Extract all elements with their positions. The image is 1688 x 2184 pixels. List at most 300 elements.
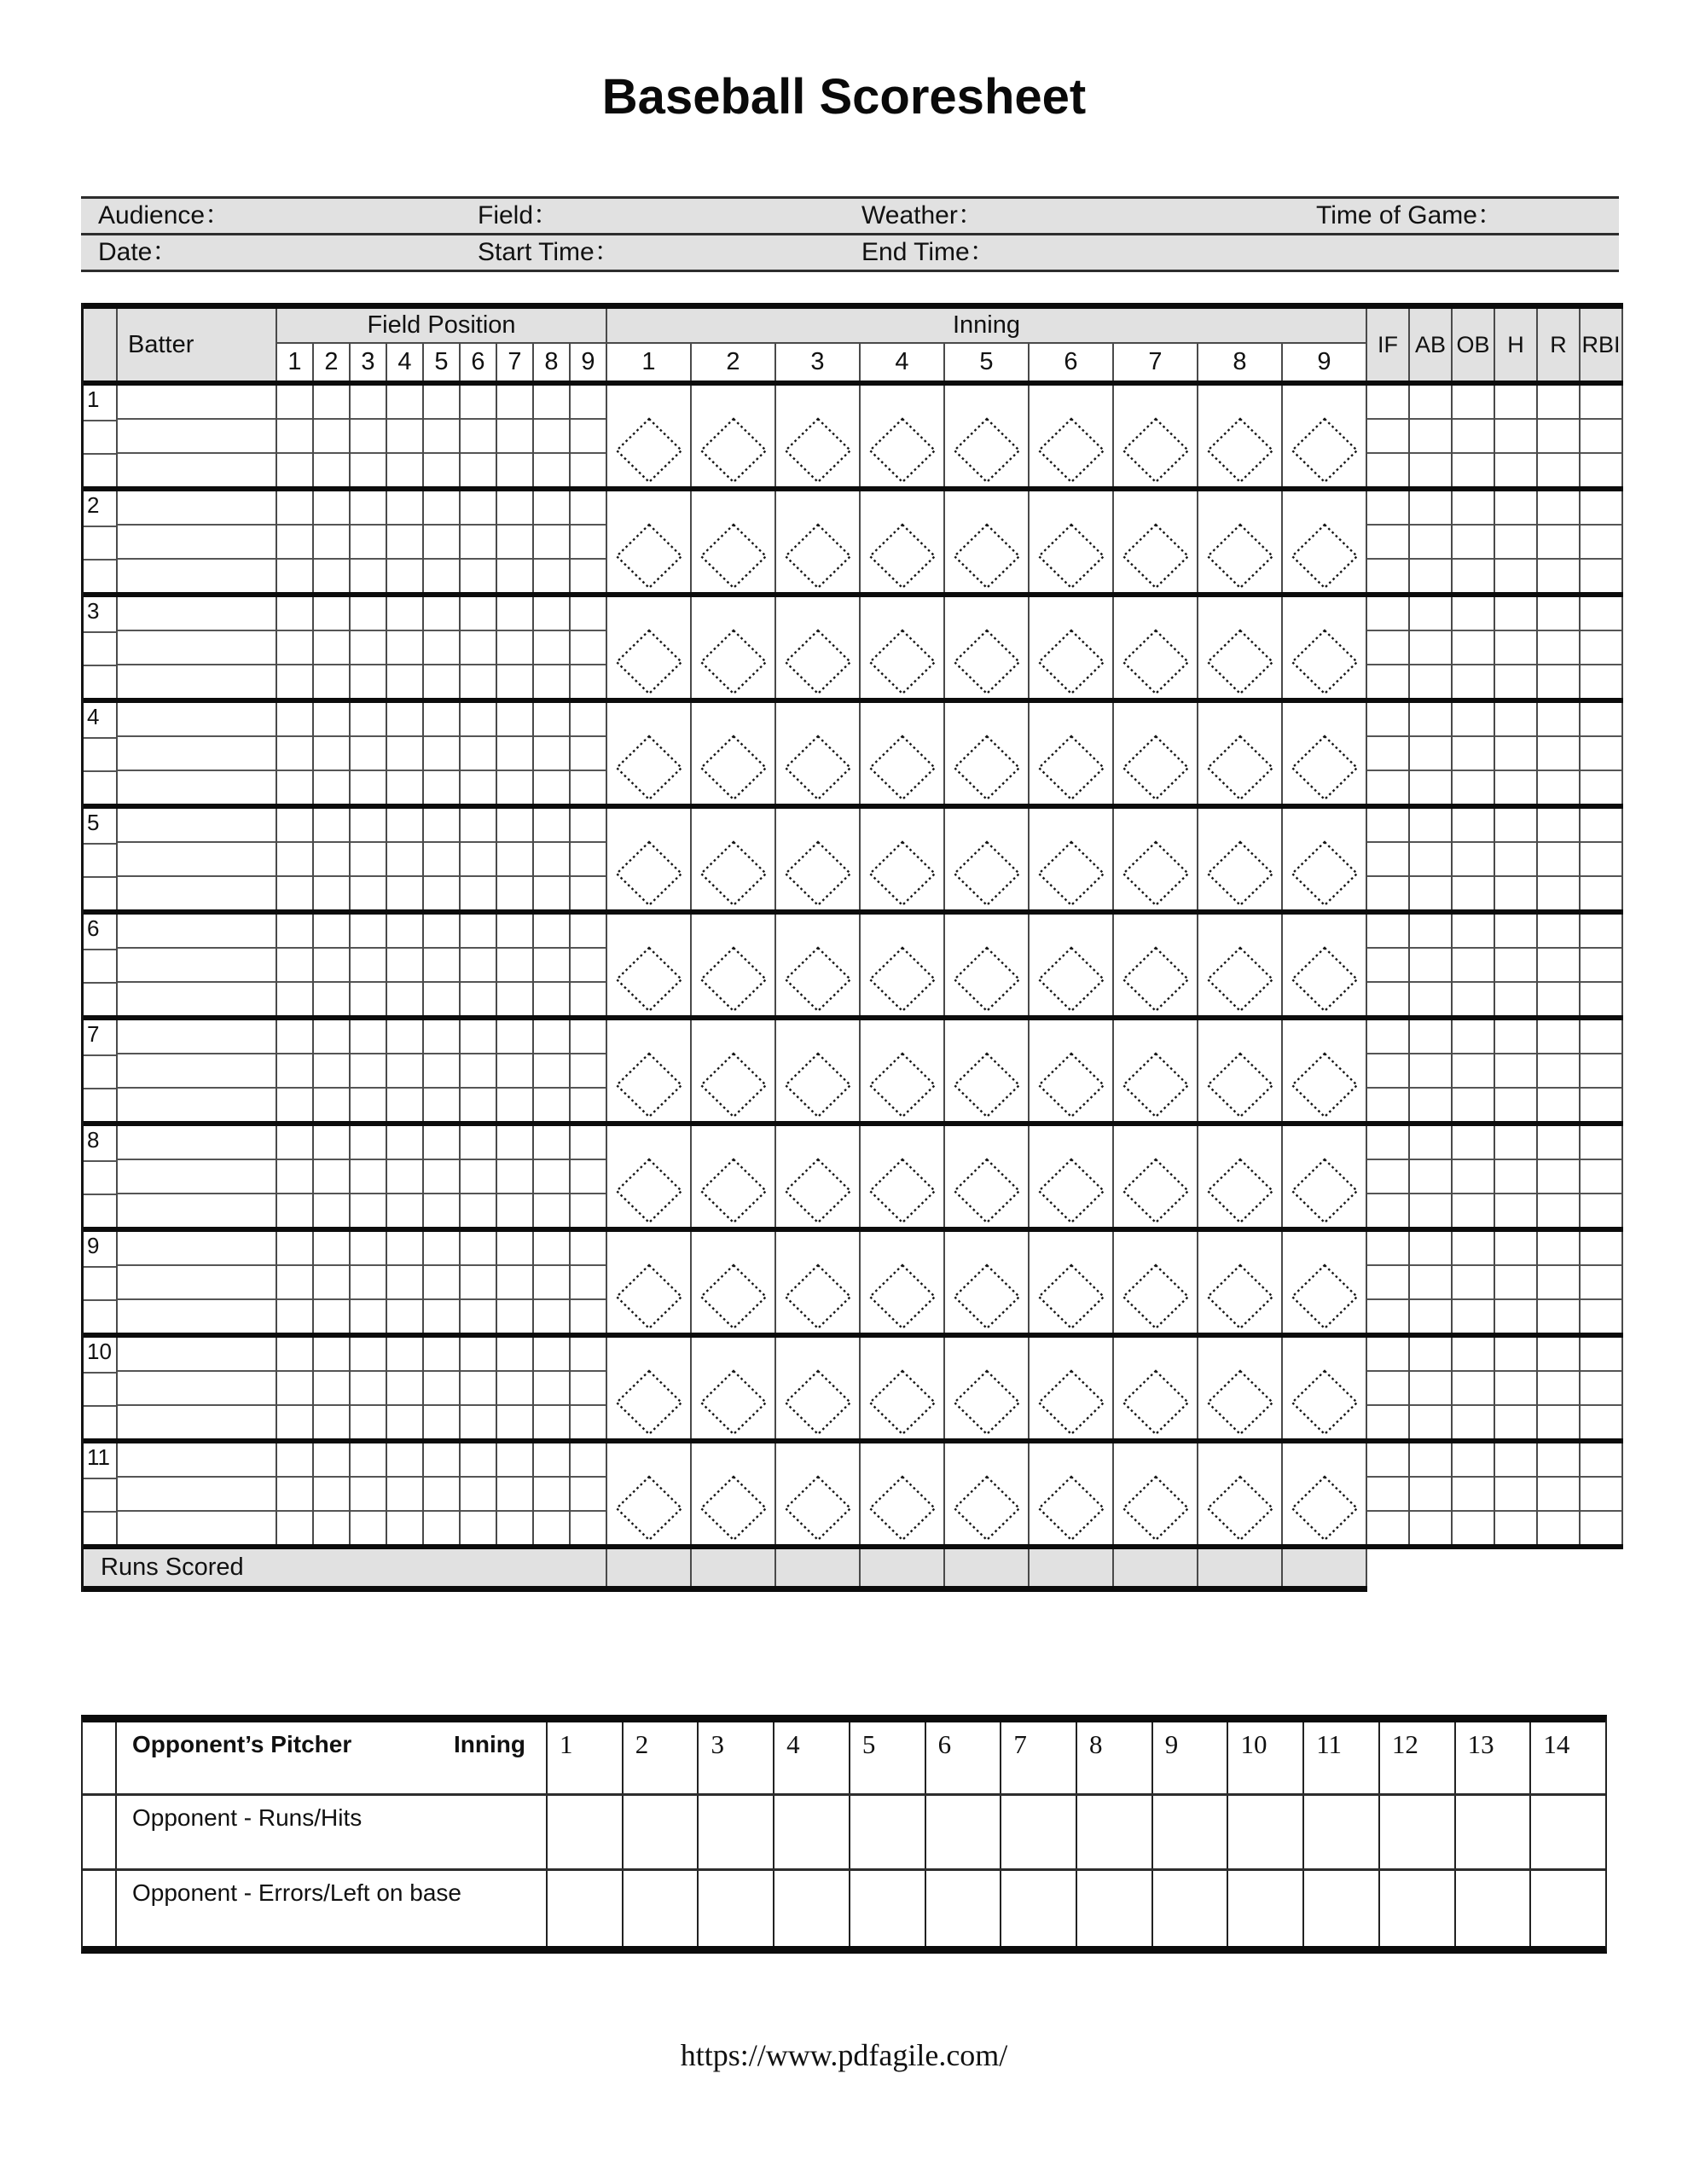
batter-11-h-cell[interactable] (1495, 1443, 1538, 1544)
batter-10-name-cell-line-1[interactable] (118, 1338, 276, 1370)
batter-9-field-position-2-cell-line-2[interactable] (314, 1264, 349, 1298)
batter-5-field-position-6-cell-line-3[interactable] (461, 875, 496, 909)
batter-2-field-position-2-cell-line-2[interactable] (314, 524, 349, 558)
batter-11-inning-8-cell[interactable] (1198, 1443, 1283, 1544)
batter-9-field-position-3-cell-line-1[interactable] (351, 1232, 386, 1264)
batter-7-h-cell[interactable] (1495, 1020, 1538, 1121)
batter-3-field-position-3-cell-line-2[interactable] (351, 630, 386, 664)
batter-8-field-position-8-cell-line-3[interactable] (534, 1193, 569, 1227)
batter-4-name-cell-line-1[interactable] (118, 703, 276, 735)
batter-6-field-position-5-cell-line-2[interactable] (424, 947, 459, 981)
batter-7-field-position-6-cell-line-1[interactable] (461, 1020, 496, 1053)
batter-9-field-position-5-cell-line-2[interactable] (424, 1264, 459, 1298)
batter-1-ob-cell-line-2[interactable] (1453, 418, 1494, 452)
batter-6-ob-cell-line-1[interactable] (1453, 915, 1494, 947)
batter-11-name-cell-line-3[interactable] (118, 1510, 276, 1544)
batter-6-h-cell-line-1[interactable] (1495, 915, 1536, 947)
batter-9-inning-4-cell[interactable] (861, 1232, 945, 1333)
batter-7-field-position-6-cell-line-3[interactable] (461, 1087, 496, 1121)
batter-2-field-position-7-cell[interactable] (497, 491, 534, 592)
batter-2-ob-cell-line-1[interactable] (1453, 491, 1494, 524)
batter-9-field-position-9-cell[interactable] (571, 1232, 607, 1333)
batter-3-if-cell-line-3[interactable] (1367, 664, 1408, 698)
batter-9-inning-7-cell[interactable] (1114, 1232, 1198, 1333)
batter-1-h-cell-line-3[interactable] (1495, 452, 1536, 486)
batter-4-rbi-cell-line-3[interactable] (1581, 770, 1621, 804)
batter-5-field-position-9-cell[interactable] (571, 809, 607, 909)
batter-4-inning-2-cell[interactable] (692, 703, 776, 804)
batter-5-field-position-4-cell-line-2[interactable] (387, 841, 422, 875)
batter-5-field-position-1-cell-line-1[interactable] (277, 809, 312, 841)
batter-6-r-cell[interactable] (1538, 915, 1581, 1015)
batter-10-field-position-5-cell[interactable] (424, 1338, 461, 1438)
batter-1-if-cell-line-1[interactable] (1367, 386, 1408, 418)
batter-2-r-cell[interactable] (1538, 491, 1581, 592)
batter-7-rbi-cell-line-1[interactable] (1581, 1020, 1621, 1053)
opponent-row-2-inning-8-cell[interactable] (1077, 1871, 1153, 1946)
batter-1-field-position-8-cell-line-2[interactable] (534, 418, 569, 452)
batter-1-inning-7-cell[interactable] (1114, 386, 1198, 486)
batter-2-inning-5-cell[interactable] (945, 491, 1030, 592)
batter-2-field-position-3-cell-line-1[interactable] (351, 491, 386, 524)
batter-3-inning-8-cell[interactable] (1198, 597, 1283, 698)
batter-7-if-cell-line-1[interactable] (1367, 1020, 1408, 1053)
batter-6-inning-1-cell[interactable] (607, 915, 692, 1015)
batter-4-field-position-6-cell[interactable] (461, 703, 497, 804)
batter-6-inning-6-cell[interactable] (1030, 915, 1114, 1015)
batter-7-field-position-4-cell-line-2[interactable] (387, 1053, 422, 1087)
batter-1-field-position-5-cell-line-1[interactable] (424, 386, 459, 418)
batter-7-ob-cell-line-2[interactable] (1453, 1053, 1494, 1087)
batter-6-field-position-4-cell-line-3[interactable] (387, 981, 422, 1015)
batter-8-inning-4-cell[interactable] (861, 1126, 945, 1227)
batter-8-field-position-4-cell[interactable] (387, 1126, 424, 1227)
batter-11-r-cell-line-3[interactable] (1538, 1510, 1579, 1544)
batter-7-field-position-7-cell-line-1[interactable] (497, 1020, 532, 1053)
batter-8-ab-cell[interactable] (1410, 1126, 1453, 1227)
batter-5-field-position-4-cell-line-1[interactable] (387, 809, 422, 841)
batter-8-if-cell-line-3[interactable] (1367, 1193, 1408, 1227)
batter-4-h-cell-line-1[interactable] (1495, 703, 1536, 735)
batter-5-field-position-7-cell[interactable] (497, 809, 534, 909)
batter-4-field-position-9-cell[interactable] (571, 703, 607, 804)
batter-4-inning-9-cell[interactable] (1283, 703, 1367, 804)
batter-7-inning-2-cell[interactable] (692, 1020, 776, 1121)
batter-7-field-position-5-cell-line-3[interactable] (424, 1087, 459, 1121)
batter-7-inning-9-cell[interactable] (1283, 1020, 1367, 1121)
batter-5-field-position-6-cell-line-2[interactable] (461, 841, 496, 875)
batter-11-field-position-7-cell-line-1[interactable] (497, 1443, 532, 1476)
batter-5-field-position-9-cell-line-2[interactable] (571, 841, 606, 875)
opponent-row-1-inning-10-cell[interactable] (1228, 1796, 1304, 1868)
batter-9-field-position-3-cell[interactable] (351, 1232, 387, 1333)
batter-7-ab-cell-line-3[interactable] (1410, 1087, 1451, 1121)
batter-10-field-position-6-cell-line-3[interactable] (461, 1404, 496, 1438)
batter-5-inning-5-cell[interactable] (945, 809, 1030, 909)
batter-6-field-position-9-cell-line-2[interactable] (571, 947, 606, 981)
runs-scored-inning-3-cell[interactable] (776, 1549, 861, 1586)
batter-4-inning-5-cell[interactable] (945, 703, 1030, 804)
opponent-row-1-inning-14-cell[interactable] (1531, 1796, 1605, 1868)
batter-4-field-position-3-cell-line-1[interactable] (351, 703, 386, 735)
batter-7-field-position-6-cell-line-2[interactable] (461, 1053, 496, 1087)
batter-2-name-cell-line-2[interactable] (118, 524, 276, 558)
batter-3-inning-2-cell[interactable] (692, 597, 776, 698)
batter-5-h-cell[interactable] (1495, 809, 1538, 909)
batter-2-field-position-4-cell[interactable] (387, 491, 424, 592)
opponent-row-2-inning-2-cell[interactable] (624, 1871, 699, 1946)
batter-6-name-cell-line-1[interactable] (118, 915, 276, 947)
batter-2-inning-8-cell[interactable] (1198, 491, 1283, 592)
batter-2-r-cell-line-2[interactable] (1538, 524, 1579, 558)
batter-8-field-position-3-cell-line-3[interactable] (351, 1193, 386, 1227)
batter-8-inning-3-cell[interactable] (776, 1126, 861, 1227)
batter-9-field-position-5-cell[interactable] (424, 1232, 461, 1333)
batter-4-field-position-8-cell[interactable] (534, 703, 571, 804)
batter-5-field-position-2-cell-line-1[interactable] (314, 809, 349, 841)
batter-1-field-position-4-cell-line-2[interactable] (387, 418, 422, 452)
batter-9-inning-5-cell[interactable] (945, 1232, 1030, 1333)
batter-10-field-position-7-cell-line-1[interactable] (497, 1338, 532, 1370)
batter-2-if-cell-line-3[interactable] (1367, 558, 1408, 592)
batter-2-if-cell-line-2[interactable] (1367, 524, 1408, 558)
batter-6-name-cell-line-3[interactable] (118, 981, 276, 1015)
batter-3-rbi-cell-line-3[interactable] (1581, 664, 1621, 698)
batter-6-h-cell-line-3[interactable] (1495, 981, 1536, 1015)
batter-4-h-cell-line-2[interactable] (1495, 735, 1536, 770)
batter-5-field-position-3-cell-line-2[interactable] (351, 841, 386, 875)
batter-6-field-position-7-cell[interactable] (497, 915, 534, 1015)
batter-8-inning-7-cell[interactable] (1114, 1126, 1198, 1227)
batter-4-rbi-cell-line-2[interactable] (1581, 735, 1621, 770)
batter-7-field-position-5-cell[interactable] (424, 1020, 461, 1121)
batter-11-field-position-4-cell[interactable] (387, 1443, 424, 1544)
batter-3-inning-7-cell[interactable] (1114, 597, 1198, 698)
runs-scored-inning-9-cell[interactable] (1283, 1549, 1367, 1586)
batter-5-rbi-cell-line-3[interactable] (1581, 875, 1621, 909)
batter-5-field-position-4-cell-line-3[interactable] (387, 875, 422, 909)
batter-6-inning-4-cell[interactable] (861, 915, 945, 1015)
batter-10-field-position-7-cell[interactable] (497, 1338, 534, 1438)
batter-4-field-position-4-cell-line-2[interactable] (387, 735, 422, 770)
batter-10-field-position-5-cell-line-1[interactable] (424, 1338, 459, 1370)
batter-7-name-cell-line-1[interactable] (118, 1020, 276, 1053)
batter-1-name-cell-line-1[interactable] (118, 386, 276, 418)
batter-11-inning-5-cell[interactable] (945, 1443, 1030, 1544)
batter-11-rbi-cell-line-3[interactable] (1581, 1510, 1621, 1544)
batter-11-ob-cell[interactable] (1453, 1443, 1495, 1544)
batter-11-field-position-8-cell-line-3[interactable] (534, 1510, 569, 1544)
batter-11-field-position-5-cell-line-2[interactable] (424, 1476, 459, 1510)
batter-4-inning-8-cell[interactable] (1198, 703, 1283, 804)
batter-10-field-position-4-cell-line-2[interactable] (387, 1370, 422, 1404)
batter-10-if-cell-line-3[interactable] (1367, 1404, 1408, 1438)
batter-11-if-cell-line-3[interactable] (1367, 1510, 1408, 1544)
batter-4-ob-cell-line-2[interactable] (1453, 735, 1494, 770)
batter-7-field-position-9-cell-line-2[interactable] (571, 1053, 606, 1087)
batter-8-rbi-cell-line-1[interactable] (1581, 1126, 1621, 1159)
batter-3-field-position-7-cell-line-3[interactable] (497, 664, 532, 698)
batter-9-r-cell-line-1[interactable] (1538, 1232, 1579, 1264)
batter-5-field-position-3-cell-line-1[interactable] (351, 809, 386, 841)
batter-11-name-cell-line-1[interactable] (118, 1443, 276, 1476)
batter-11-if-cell-line-2[interactable] (1367, 1476, 1408, 1510)
batter-8-field-position-5-cell[interactable] (424, 1126, 461, 1227)
batter-9-inning-2-cell[interactable] (692, 1232, 776, 1333)
batter-11-field-position-3-cell-line-1[interactable] (351, 1443, 386, 1476)
batter-1-r-cell[interactable] (1538, 386, 1581, 486)
batter-5-rbi-cell-line-1[interactable] (1581, 809, 1621, 841)
batter-1-inning-9-cell[interactable] (1283, 386, 1367, 486)
batter-5-field-position-2-cell[interactable] (314, 809, 351, 909)
batter-1-field-position-1-cell-line-2[interactable] (277, 418, 312, 452)
batter-10-field-position-3-cell-line-1[interactable] (351, 1338, 386, 1370)
batter-5-field-position-2-cell-line-2[interactable] (314, 841, 349, 875)
batter-2-field-position-5-cell[interactable] (424, 491, 461, 592)
batter-3-field-position-4-cell[interactable] (387, 597, 424, 698)
batter-6-field-position-8-cell-line-2[interactable] (534, 947, 569, 981)
batter-4-name-cell-line-2[interactable] (118, 735, 276, 770)
batter-4-inning-7-cell[interactable] (1114, 703, 1198, 804)
batter-2-ob-cell[interactable] (1453, 491, 1495, 592)
batter-1-h-cell[interactable] (1495, 386, 1538, 486)
batter-5-inning-6-cell[interactable] (1030, 809, 1114, 909)
batter-6-h-cell-line-2[interactable] (1495, 947, 1536, 981)
batter-1-field-position-7-cell-line-1[interactable] (497, 386, 532, 418)
batter-2-h-cell-line-1[interactable] (1495, 491, 1536, 524)
batter-10-inning-6-cell[interactable] (1030, 1338, 1114, 1438)
batter-8-field-position-4-cell-line-1[interactable] (387, 1126, 422, 1159)
runs-scored-inning-7-cell[interactable] (1114, 1549, 1198, 1586)
batter-10-ob-cell-line-3[interactable] (1453, 1404, 1494, 1438)
batter-1-field-position-2-cell-line-1[interactable] (314, 386, 349, 418)
batter-6-field-position-2-cell-line-1[interactable] (314, 915, 349, 947)
opponent-row-1-inning-6-cell[interactable] (926, 1796, 1002, 1868)
batter-9-field-position-4-cell[interactable] (387, 1232, 424, 1333)
batter-7-field-position-7-cell-line-3[interactable] (497, 1087, 532, 1121)
batter-3-field-position-9-cell[interactable] (571, 597, 607, 698)
batter-11-field-position-5-cell[interactable] (424, 1443, 461, 1544)
batter-7-name-cell-line-2[interactable] (118, 1053, 276, 1087)
batter-1-inning-6-cell[interactable] (1030, 386, 1114, 486)
batter-10-field-position-1-cell-line-3[interactable] (277, 1404, 312, 1438)
batter-11-name-cell[interactable] (118, 1443, 277, 1544)
batter-3-h-cell-line-3[interactable] (1495, 664, 1536, 698)
batter-6-ab-cell[interactable] (1410, 915, 1453, 1015)
runs-scored-inning-2-cell[interactable] (692, 1549, 776, 1586)
batter-2-field-position-4-cell-line-2[interactable] (387, 524, 422, 558)
batter-8-rbi-cell-line-3[interactable] (1581, 1193, 1621, 1227)
batter-7-rbi-cell-line-2[interactable] (1581, 1053, 1621, 1087)
batter-3-name-cell-line-3[interactable] (118, 664, 276, 698)
batter-3-rbi-cell-line-1[interactable] (1581, 597, 1621, 630)
batter-1-ob-cell-line-3[interactable] (1453, 452, 1494, 486)
batter-4-if-cell-line-2[interactable] (1367, 735, 1408, 770)
batter-1-field-position-6-cell[interactable] (461, 386, 497, 486)
batter-2-field-position-5-cell-line-1[interactable] (424, 491, 459, 524)
batter-2-rbi-cell[interactable] (1581, 491, 1623, 592)
batter-1-field-position-5-cell[interactable] (424, 386, 461, 486)
batter-6-field-position-1-cell-line-2[interactable] (277, 947, 312, 981)
batter-10-field-position-9-cell-line-2[interactable] (571, 1370, 606, 1404)
batter-8-h-cell-line-2[interactable] (1495, 1159, 1536, 1193)
batter-10-inning-3-cell[interactable] (776, 1338, 861, 1438)
batter-8-field-position-2-cell[interactable] (314, 1126, 351, 1227)
batter-10-r-cell-line-2[interactable] (1538, 1370, 1579, 1404)
batter-2-r-cell-line-1[interactable] (1538, 491, 1579, 524)
batter-2-field-position-2-cell-line-1[interactable] (314, 491, 349, 524)
batter-10-inning-9-cell[interactable] (1283, 1338, 1367, 1438)
batter-11-field-position-1-cell-line-2[interactable] (277, 1476, 312, 1510)
opponent-row-2-inning-5-cell[interactable] (850, 1871, 926, 1946)
batter-5-ab-cell-line-2[interactable] (1410, 841, 1451, 875)
batter-9-field-position-8-cell-line-3[interactable] (534, 1298, 569, 1333)
batter-5-rbi-cell-line-2[interactable] (1581, 841, 1621, 875)
batter-6-field-position-7-cell-line-1[interactable] (497, 915, 532, 947)
batter-2-field-position-8-cell-line-3[interactable] (534, 558, 569, 592)
batter-5-field-position-7-cell-line-3[interactable] (497, 875, 532, 909)
batter-6-r-cell-line-2[interactable] (1538, 947, 1579, 981)
batter-1-rbi-cell-line-2[interactable] (1581, 418, 1621, 452)
batter-2-field-position-8-cell-line-2[interactable] (534, 524, 569, 558)
batter-9-rbi-cell-line-2[interactable] (1581, 1264, 1621, 1298)
batter-2-field-position-9-cell[interactable] (571, 491, 607, 592)
batter-9-field-position-7-cell-line-2[interactable] (497, 1264, 532, 1298)
batter-2-field-position-7-cell-line-2[interactable] (497, 524, 532, 558)
batter-7-field-position-2-cell[interactable] (314, 1020, 351, 1121)
batter-9-ob-cell[interactable] (1453, 1232, 1495, 1333)
batter-10-r-cell-line-3[interactable] (1538, 1404, 1579, 1438)
batter-10-ob-cell-line-2[interactable] (1453, 1370, 1494, 1404)
batter-1-field-position-5-cell-line-2[interactable] (424, 418, 459, 452)
batter-1-field-position-9-cell[interactable] (571, 386, 607, 486)
batter-3-name-cell-line-2[interactable] (118, 630, 276, 664)
batter-11-field-position-2-cell-line-1[interactable] (314, 1443, 349, 1476)
batter-10-field-position-2-cell[interactable] (314, 1338, 351, 1438)
batter-10-rbi-cell-line-1[interactable] (1581, 1338, 1621, 1370)
batter-3-field-position-2-cell-line-2[interactable] (314, 630, 349, 664)
batter-7-if-cell-line-2[interactable] (1367, 1053, 1408, 1087)
batter-9-field-position-5-cell-line-3[interactable] (424, 1298, 459, 1333)
batter-4-field-position-2-cell-line-2[interactable] (314, 735, 349, 770)
batter-7-rbi-cell-line-3[interactable] (1581, 1087, 1621, 1121)
batter-1-field-position-8-cell[interactable] (534, 386, 571, 486)
batter-4-field-position-2-cell-line-3[interactable] (314, 770, 349, 804)
batter-10-inning-7-cell[interactable] (1114, 1338, 1198, 1438)
batter-7-ab-cell-line-1[interactable] (1410, 1020, 1451, 1053)
batter-8-inning-1-cell[interactable] (607, 1126, 692, 1227)
batter-6-rbi-cell-line-2[interactable] (1581, 947, 1621, 981)
batter-10-inning-1-cell[interactable] (607, 1338, 692, 1438)
batter-11-field-position-4-cell-line-1[interactable] (387, 1443, 422, 1476)
batter-9-inning-1-cell[interactable] (607, 1232, 692, 1333)
batter-9-field-position-6-cell-line-1[interactable] (461, 1232, 496, 1264)
batter-7-ab-cell-line-2[interactable] (1410, 1053, 1451, 1087)
batter-1-h-cell-line-1[interactable] (1495, 386, 1536, 418)
runs-scored-inning-8-cell[interactable] (1198, 1549, 1283, 1586)
batter-2-field-position-9-cell-line-2[interactable] (571, 524, 606, 558)
batter-7-field-position-7-cell-line-2[interactable] (497, 1053, 532, 1087)
batter-7-field-position-5-cell-line-2[interactable] (424, 1053, 459, 1087)
batter-3-field-position-4-cell-line-1[interactable] (387, 597, 422, 630)
batter-6-inning-2-cell[interactable] (692, 915, 776, 1015)
batter-1-field-position-7-cell[interactable] (497, 386, 534, 486)
batter-6-name-cell[interactable] (118, 915, 277, 1015)
batter-10-field-position-7-cell-line-2[interactable] (497, 1370, 532, 1404)
batter-5-field-position-4-cell[interactable] (387, 809, 424, 909)
opponent-row-2-inning-7-cell[interactable] (1001, 1871, 1077, 1946)
batter-7-ob-cell-line-3[interactable] (1453, 1087, 1494, 1121)
batter-1-r-cell-line-3[interactable] (1538, 452, 1579, 486)
batter-3-inning-1-cell[interactable] (607, 597, 692, 698)
batter-5-field-position-6-cell[interactable] (461, 809, 497, 909)
batter-3-ab-cell-line-2[interactable] (1410, 630, 1451, 664)
batter-10-ab-cell-line-1[interactable] (1410, 1338, 1451, 1370)
batter-10-field-position-9-cell[interactable] (571, 1338, 607, 1438)
batter-2-ab-cell-line-2[interactable] (1410, 524, 1451, 558)
batter-9-ob-cell-line-3[interactable] (1453, 1298, 1494, 1333)
batter-1-r-cell-line-1[interactable] (1538, 386, 1579, 418)
batter-10-field-position-9-cell-line-1[interactable] (571, 1338, 606, 1370)
batter-2-field-position-7-cell-line-1[interactable] (497, 491, 532, 524)
batter-1-inning-4-cell[interactable] (861, 386, 945, 486)
batter-10-h-cell[interactable] (1495, 1338, 1538, 1438)
batter-2-field-position-6-cell-line-3[interactable] (461, 558, 496, 592)
batter-5-h-cell-line-2[interactable] (1495, 841, 1536, 875)
batter-11-field-position-6-cell-line-2[interactable] (461, 1476, 496, 1510)
batter-5-field-position-8-cell-line-3[interactable] (534, 875, 569, 909)
batter-4-field-position-9-cell-line-2[interactable] (571, 735, 606, 770)
batter-3-field-position-7-cell-line-2[interactable] (497, 630, 532, 664)
batter-2-name-cell-line-1[interactable] (118, 491, 276, 524)
batter-4-field-position-4-cell-line-3[interactable] (387, 770, 422, 804)
batter-8-field-position-9-cell[interactable] (571, 1126, 607, 1227)
batter-3-inning-9-cell[interactable] (1283, 597, 1367, 698)
batter-9-field-position-8-cell-line-1[interactable] (534, 1232, 569, 1264)
batter-9-field-position-8-cell[interactable] (534, 1232, 571, 1333)
batter-11-inning-1-cell[interactable] (607, 1443, 692, 1544)
batter-7-name-cell[interactable] (118, 1020, 277, 1121)
batter-5-inning-4-cell[interactable] (861, 809, 945, 909)
batter-8-field-position-6-cell-line-2[interactable] (461, 1159, 496, 1193)
batter-1-ab-cell[interactable] (1410, 386, 1453, 486)
batter-8-field-position-6-cell-line-1[interactable] (461, 1126, 496, 1159)
batter-2-field-position-6-cell[interactable] (461, 491, 497, 592)
batter-3-field-position-5-cell-line-3[interactable] (424, 664, 459, 698)
batter-2-field-position-8-cell[interactable] (534, 491, 571, 592)
batter-7-field-position-5-cell-line-1[interactable] (424, 1020, 459, 1053)
batter-5-field-position-8-cell-line-1[interactable] (534, 809, 569, 841)
batter-4-if-cell-line-1[interactable] (1367, 703, 1408, 735)
batter-11-name-cell-line-2[interactable] (118, 1476, 276, 1510)
batter-8-ob-cell-line-3[interactable] (1453, 1193, 1494, 1227)
batter-1-field-position-3-cell-line-2[interactable] (351, 418, 386, 452)
batter-4-r-cell[interactable] (1538, 703, 1581, 804)
batter-8-if-cell[interactable] (1367, 1126, 1410, 1227)
batter-10-field-position-2-cell-line-2[interactable] (314, 1370, 349, 1404)
batter-9-field-position-1-cell-line-3[interactable] (277, 1298, 312, 1333)
batter-2-inning-4-cell[interactable] (861, 491, 945, 592)
batter-4-rbi-cell-line-1[interactable] (1581, 703, 1621, 735)
batter-8-field-position-2-cell-line-2[interactable] (314, 1159, 349, 1193)
batter-10-rbi-cell-line-2[interactable] (1581, 1370, 1621, 1404)
batter-6-if-cell-line-3[interactable] (1367, 981, 1408, 1015)
batter-6-inning-5-cell[interactable] (945, 915, 1030, 1015)
batter-10-field-position-6-cell-line-2[interactable] (461, 1370, 496, 1404)
batter-11-h-cell-line-3[interactable] (1495, 1510, 1536, 1544)
batter-5-ob-cell-line-3[interactable] (1453, 875, 1494, 909)
batter-2-rbi-cell-line-3[interactable] (1581, 558, 1621, 592)
